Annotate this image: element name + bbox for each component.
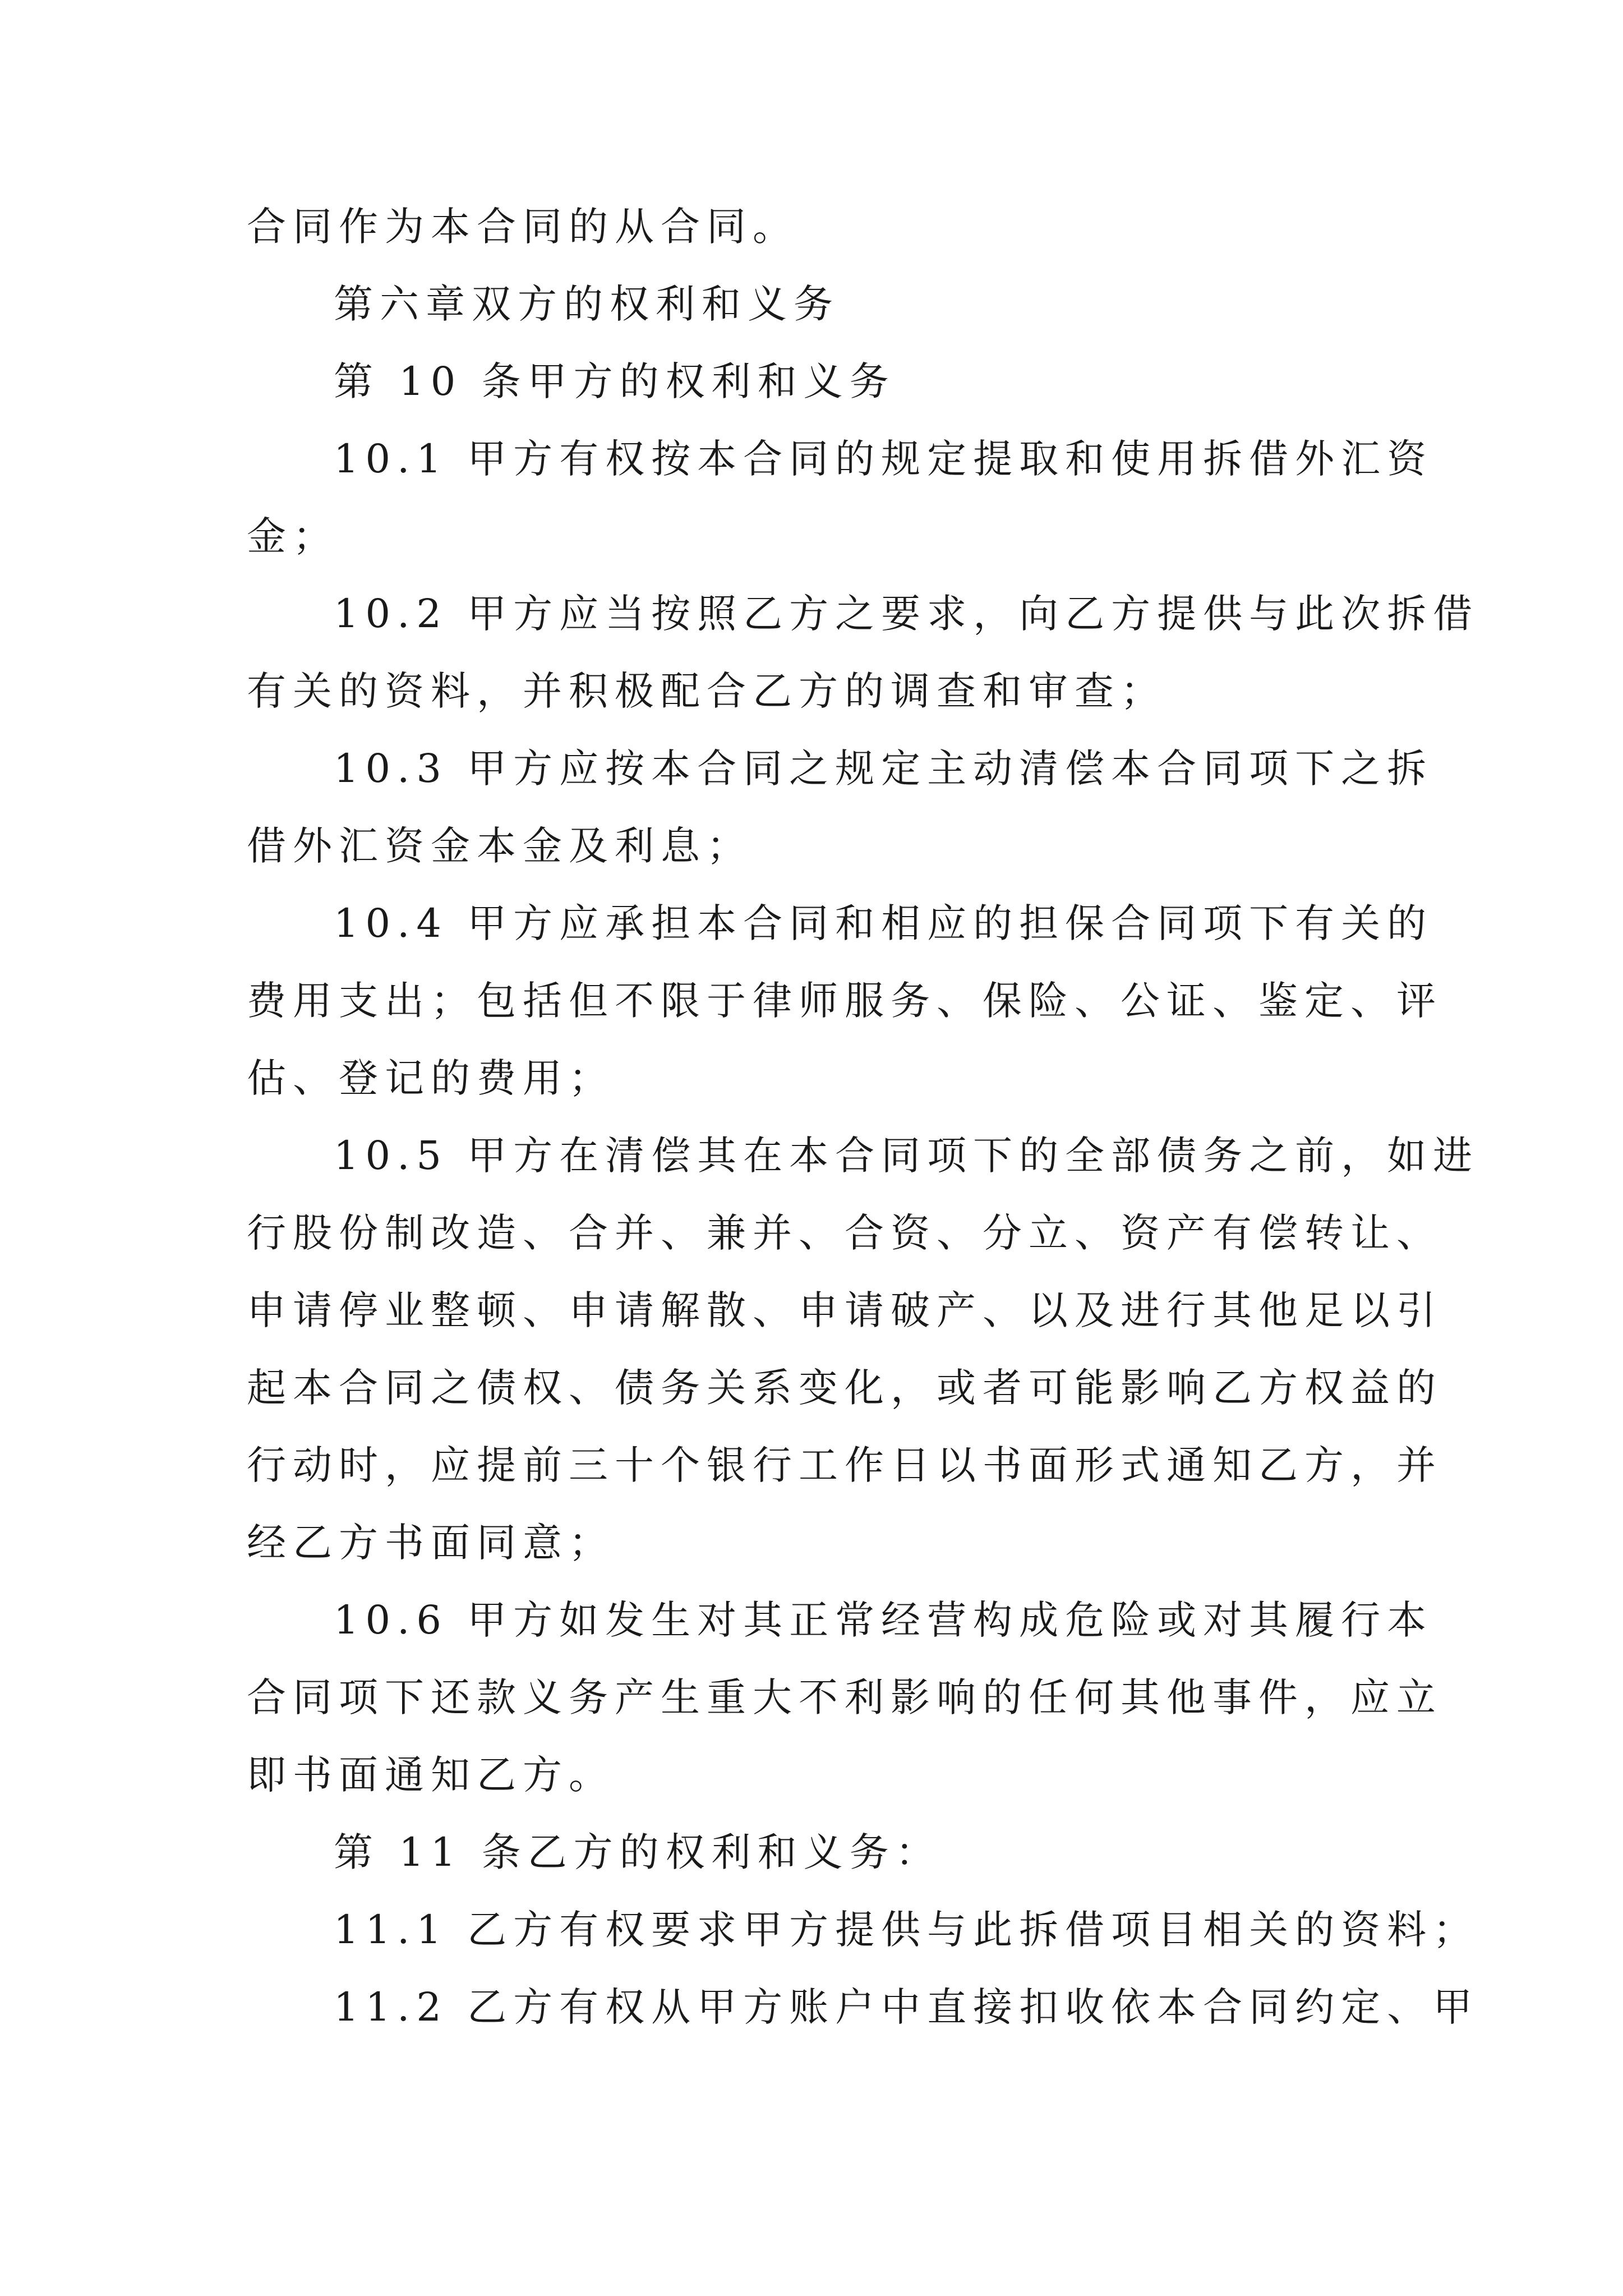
article-heading: 第 11 条乙方的权利和义务： — [334, 1829, 942, 1875]
text-line: 10.2 甲方应当按照乙方之要求，向乙方提供与此次拆借 — [334, 591, 1479, 637]
text-line: 估、登记的费用； — [247, 1055, 615, 1101]
text-line: 合同作为本合同的从合同。 — [247, 204, 799, 250]
text-line: 10.1 甲方有权按本合同的规定提取和使用拆借外汇资 — [334, 436, 1433, 482]
chapter-heading: 第六章双方的权利和义务 — [334, 281, 840, 327]
text-line: 费用支出；包括但不限于律师服务、保险、公证、鉴定、评 — [247, 978, 1442, 1024]
article-heading: 第 10 条甲方的权利和义务 — [334, 358, 896, 404]
text-line: 行动时，应提前三十个银行工作日以书面形式通知乙方，并 — [247, 1442, 1442, 1488]
document-body — [247, 188, 1479, 2046]
text-line: 起本合同之债权、债务关系变化，或者可能影响乙方权益的 — [247, 1365, 1442, 1411]
text-line: 10.4 甲方应承担本合同和相应的担保合同项下有关的 — [334, 900, 1433, 946]
text-line: 10.6 甲方如发生对其正常经营构成危险或对其履行本 — [334, 1597, 1433, 1643]
text-line: 11.2 乙方有权从甲方账户中直接扣收依本合同约定、甲 — [334, 1984, 1479, 2030]
text-line: 即书面通知乙方。 — [247, 1752, 615, 1798]
text-line: 申请停业整顿、申请解散、申请破产、以及进行其他足以引 — [247, 1287, 1442, 1333]
text-line: 11.1 乙方有权要求甲方提供与此拆借项目相关的资料； — [334, 1907, 1479, 1953]
text-line: 有关的资料，并积极配合乙方的调查和审查； — [247, 668, 1166, 714]
text-line: 10.5 甲方在清偿其在本合同项下的全部债务之前，如进 — [334, 1133, 1479, 1179]
text-line: 行股份制改造、合并、兼并、合资、分立、资产有偿转让、 — [247, 1210, 1442, 1256]
text-line: 合同项下还款义务产生重大不利影响的任何其他事件，应立 — [247, 1674, 1442, 1720]
text-line: 金； — [247, 513, 339, 559]
text-line: 借外汇资金本金及利息； — [247, 823, 753, 869]
text-line: 10.3 甲方应按本合同之规定主动清偿本合同项下之拆 — [334, 746, 1433, 792]
text-line: 经乙方书面同意； — [247, 1520, 615, 1566]
